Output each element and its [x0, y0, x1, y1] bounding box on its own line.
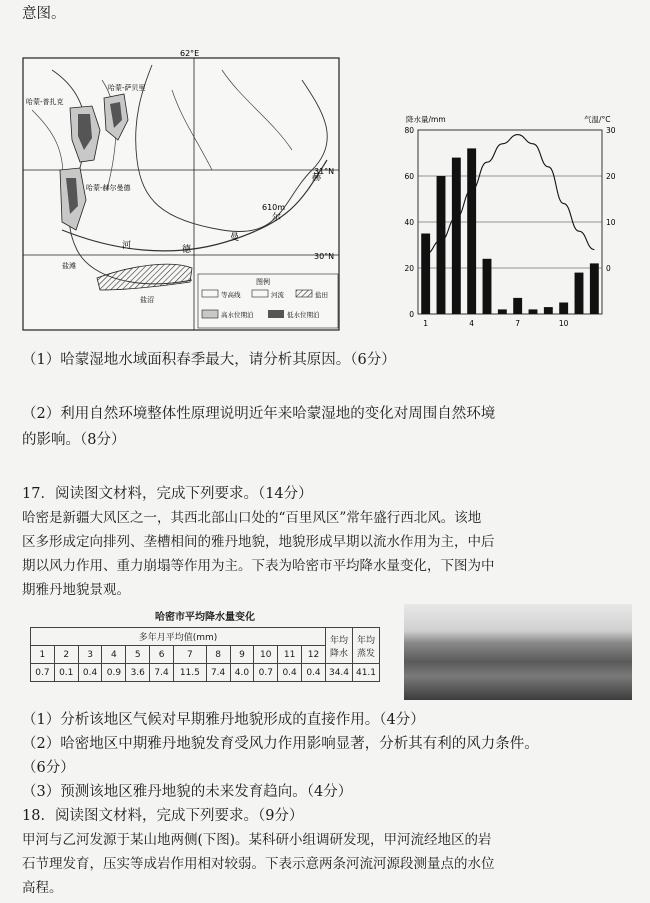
precipitation-bar	[452, 158, 461, 314]
y-left-tick: 0	[409, 310, 414, 319]
y-right-tick: 30	[606, 126, 616, 135]
table-month-cell: 1	[31, 646, 55, 664]
table-month-cell: 10	[254, 646, 278, 664]
label-hamun-saberi: 哈蒙-萨贝里	[108, 84, 146, 92]
x-tick: 7	[515, 319, 521, 328]
table-title: 哈密市平均降水量变化	[155, 612, 255, 623]
precipitation-table	[30, 627, 380, 682]
table-annual-precip-header: 年均降水	[326, 628, 353, 664]
table-value-cell: 0.4	[78, 664, 102, 682]
label-he: 河	[122, 241, 132, 251]
table-month-cell: 6	[150, 646, 174, 664]
table-annual-evap-value: 41.1	[353, 664, 380, 682]
y-left-tick: 80	[404, 126, 414, 135]
yardang-landscape-photo	[404, 604, 632, 700]
table-month-cell: 3	[78, 646, 102, 664]
y-right-tick: 20	[606, 172, 616, 181]
precipitation-bar	[483, 259, 492, 314]
map-legend	[198, 274, 338, 328]
y-right-tick: 10	[606, 218, 616, 227]
question-1: （1）哈蒙湿地水域面积春季最大，请分析其原因。（6分）	[22, 352, 396, 368]
table-value-row	[31, 664, 380, 682]
lat-31-label: 31°N	[314, 167, 335, 176]
hamun-wetland-map	[22, 50, 340, 332]
precipitation-bar	[559, 303, 568, 315]
y-left-tick: 40	[404, 218, 414, 227]
table-annual-precip-value: 34.4	[326, 664, 353, 682]
question-2-line-2: 的影响。（8分）	[22, 432, 126, 448]
q17-sub-1: （1）分析该地区气候对早期雅丹地貌形成的直接作用。（4分）	[22, 712, 425, 728]
q17-para-line-2: 区多形成定向排列、垄槽相间的雅丹地貌，地貌形成早期以流水作用为主，中后	[22, 534, 495, 550]
q17-sub-3: （3）预测该地区雅丹地貌的未来发育趋向。（4分）	[22, 784, 353, 800]
lon-label: 62°E	[180, 50, 200, 58]
label-hamun-puzak: 哈蒙-普扎克	[26, 98, 64, 106]
x-tick: 4	[469, 319, 475, 328]
legend-contour: 等高线	[221, 291, 241, 299]
precipitation-bar	[513, 298, 522, 314]
label-contour-610: 610m	[262, 203, 286, 212]
q18-para-line-2: 石节理发育，压实等成岩作用相对较弱。下表示意两条河流河源段测量点的水位	[22, 856, 495, 872]
table-value-cell: 7.4	[206, 664, 230, 682]
x-tick: 1	[423, 319, 429, 328]
legend-river: 河流	[271, 291, 284, 299]
precipitation-bar	[467, 148, 476, 314]
label-man: 曼	[230, 233, 240, 243]
table-value-cell: 7.4	[150, 664, 174, 682]
precipitation-table-block	[30, 608, 380, 682]
label-yan-tan: 盐滩	[62, 262, 76, 270]
q17-para-line-3: 期以风力作用、重力崩塌等作用为主。下表为哈密市平均降水量变化，下图为中	[22, 558, 495, 574]
table-month-cell: 7	[173, 646, 206, 664]
y-left-tick: 60	[404, 172, 414, 181]
q17-para-line-4: 期雅丹地貌景观。	[22, 582, 130, 598]
climate-chart	[388, 112, 628, 340]
q17-para-line-1: 哈密是新疆大风区之一，其西北部山口处的“百里风区”常年盛行西北风。该地	[22, 510, 482, 526]
q17-sub-2: （2）哈密地区中期雅丹地貌发育受风力作用影响显著，分析其有利的风力条件。	[22, 736, 539, 752]
table-annual-evap-header: 年均蒸发	[353, 628, 380, 664]
q17-sub-2-score: （6分）	[22, 760, 75, 776]
table-month-cell: 4	[102, 646, 126, 664]
label-hai: 赫	[312, 173, 322, 183]
y-right-label: 气温/°C	[584, 115, 611, 124]
precipitation-bar	[437, 176, 446, 314]
table-value-cell: 0.7	[31, 664, 55, 682]
table-month-cell: 11	[278, 646, 302, 664]
table-value-cell: 0.4	[278, 664, 302, 682]
table-month-cell: 2	[54, 646, 78, 664]
table-month-cell: 8	[206, 646, 230, 664]
table-value-cell: 0.1	[54, 664, 78, 682]
y-left-label: 降水量/mm	[406, 115, 446, 124]
precipitation-bar	[544, 307, 553, 314]
precipitation-bar	[575, 273, 584, 314]
legend-high-water: 高水位期泊	[221, 311, 254, 319]
precipitation-bar	[590, 263, 599, 314]
label-er: 尔	[272, 213, 282, 223]
legend-title: 图例	[256, 278, 270, 286]
label-lake-right: 盐沼	[140, 296, 154, 304]
table-month-cell: 5	[126, 646, 150, 664]
label-hamun-helmand: 哈蒙-赫尔曼德	[86, 184, 131, 192]
lat-30-label: 30°N	[314, 252, 335, 261]
table-value-cell: 0.4	[302, 664, 326, 682]
table-value-cell: 0.9	[102, 664, 126, 682]
table-header-span: 多年月平均值(mm)	[31, 628, 326, 646]
label-de: 德	[182, 245, 192, 255]
question-2-line-1: （2）利用自然环境整体性原理说明近年来哈蒙湿地的变化对周围自然环境	[22, 406, 496, 422]
question-17-title: 17．阅读图文材料，完成下列要求。（14分）	[22, 486, 313, 502]
precipitation-bar	[421, 234, 430, 315]
text-fragment: 意图。	[22, 6, 66, 22]
question-18-title: 18．阅读图文材料，完成下列要求。（9分）	[22, 808, 304, 824]
q18-para-line-3: 高程。	[22, 880, 63, 896]
table-value-cell: 3.6	[126, 664, 150, 682]
legend-salt: 盐田	[315, 291, 328, 299]
y-left-tick: 20	[404, 264, 414, 273]
legend-low-water: 低水位期泊	[287, 311, 320, 319]
precipitation-bar	[529, 309, 538, 314]
q18-para-line-1: 甲河与乙河发源于某山地两侧(下图)。某科研小组调研发现，甲河流经地区的岩	[22, 832, 492, 848]
table-value-cell: 11.5	[173, 664, 206, 682]
precipitation-bar	[498, 309, 507, 314]
table-month-cell: 9	[230, 646, 254, 664]
table-month-cell: 12	[302, 646, 326, 664]
y-right-tick: 0	[606, 264, 611, 273]
temperature-line	[426, 135, 595, 255]
table-value-cell: 4.0	[230, 664, 254, 682]
table-value-cell: 0.7	[254, 664, 278, 682]
x-tick: 10	[558, 319, 569, 328]
